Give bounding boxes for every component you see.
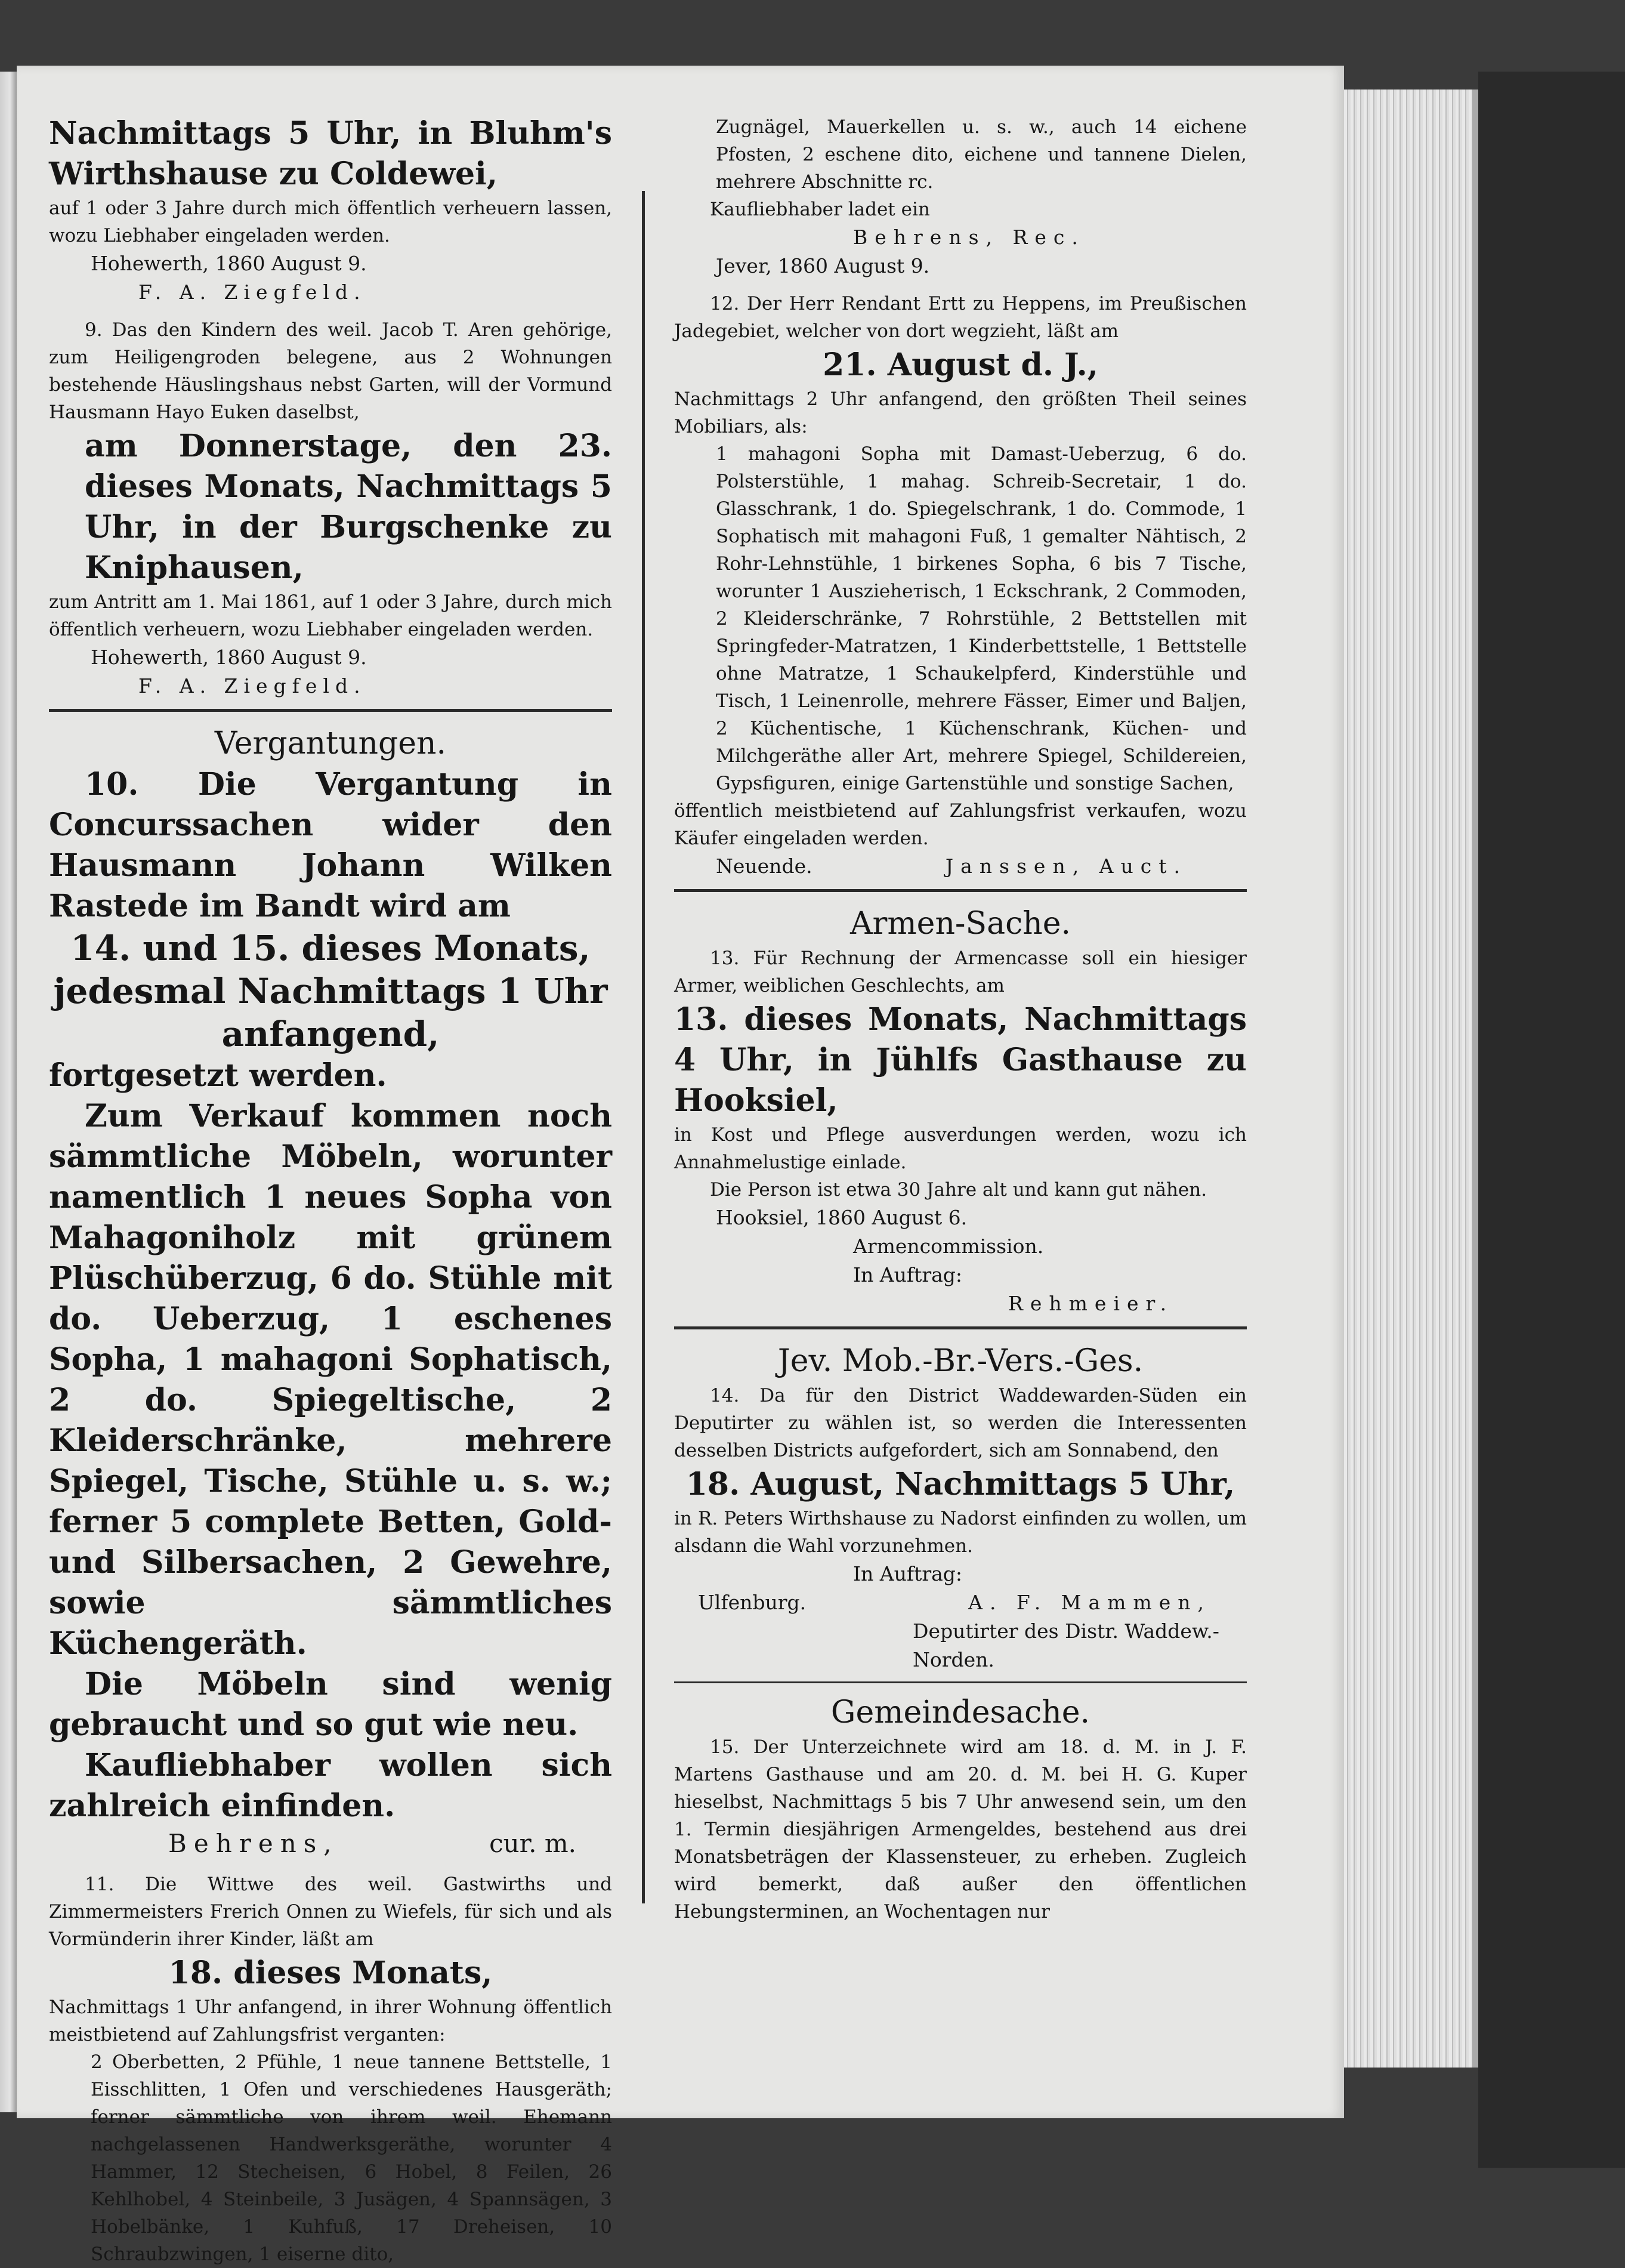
notice-10-items: Zum Verkauf kommen noch sämmtliche Möbeln, worunter namentlich 1 neues Sopha von Mahagoniholz mit grünem Plüschüberzug, 6 do. Stühle mit do. Ueberzug, 1 eschenes Sopha, 1 mahagoni Sophatisch, 2 do. Spiegeltische, 2 Kleiderschränke, mehrere Spiegel, Tische, Stühle u. s. w.; ferner 5 complete Betten, Gold- und Silbersachen, 2 Gewehre, sowie sämmtliches Küchengeräth.: [49, 1098, 612, 1662]
notice-12-date-line: 21. August d. J.,: [823, 347, 1098, 383]
notice-signature: F. A. Ziegfeld.: [138, 280, 366, 304]
column-divider: [642, 191, 645, 1903]
notice-10-date-line: 14. und 15. dieses Monats, jedesmal Nachmittags 1 Uhr anfangend,: [53, 928, 608, 1054]
notice-12-signature: Janssen, Auct.: [945, 854, 1187, 878]
section-heading-insurance: Jev. Mob.-Br.-Vers.-Ges.: [777, 1343, 1144, 1379]
notice-13-date: Hooksiel, 1860 August 6.: [716, 1206, 968, 1229]
notice-10-text: 10. Die Vergantung in Concurssachen wider den Hausmann Johann Wilken Rastede im Bandt wird am: [49, 766, 612, 924]
notice-10-invite: Kaufliebhaber wollen sich zahlreich einfinden.: [49, 1747, 612, 1824]
notice-14-date-line: 18. August, Nachmittags 5 Uhr,: [685, 1466, 1235, 1502]
notice-9-date: Hohewerth, 1860 August 9.: [91, 646, 367, 669]
notice-11-items: 2 Oberbetten, 2 Pfühle, 1 neue tannene Bettstelle, 1 Eisschlitten, 1 Ofen und verschiedenes Hausgeräth; ferner sämmtliche von ihrem weil. Ehemann nachgelassenen Handwerksgeräthe, worunter 4 Hammer, 12 Stecheisen, 6 Hobel, 8 Feilen, 26 Kehlhobel, 4 Steinbeile, 3 Jusägen, 4 Spannsägen, 3 Hobelbänke, 1 Kuhfuß, 17 Dreheisen, 10 Schraubzwingen, 1 eiserne dito,: [91, 2051, 612, 2265]
notice-14-title: Deputirter des Distr. Waddew.-Norden.: [913, 1619, 1219, 1671]
section-rule: [674, 1326, 1247, 1329]
section-heading-vergantungen: Vergantungen.: [214, 726, 447, 761]
notice-12-place: Neuende.: [716, 854, 812, 878]
section-rule: [49, 709, 612, 712]
notice-13-organisation: Armencommission.: [853, 1235, 1044, 1258]
notice-text: auf 1 oder 3 Jahre durch mich öffentlich verheuern lassen, wozu Liebhaber eingeladen werden.: [49, 198, 612, 246]
notice-11-invite: Kaufliebhaber ladet ein: [710, 199, 930, 220]
notice-14-text-2: in R. Peters Wirthshause zu Nadorst einfinden zu wollen, um alsdann die Wahl vorzunehmen.: [674, 1508, 1247, 1557]
left-column: [49, 113, 612, 2268]
facing-page-edge: [0, 72, 17, 2112]
notice-11-signature: Behrens, Rec.: [853, 226, 1085, 249]
notice-date: Hohewerth, 1860 August 9.: [91, 252, 367, 275]
notice-13-date-line: 13. dieses Monats, Nachmittags 4 Uhr, in Jühlfs Gasthause zu Hooksiel,: [674, 1001, 1247, 1119]
notice-10-text-2: fortgesetzt werden.: [49, 1057, 387, 1094]
notice-12-text-2: Nachmittags 2 Uhr anfangend, den größten Theil seines Mobiliars, als:: [674, 388, 1247, 437]
notice-10-signature: Behrens,: [168, 1829, 339, 1858]
section-rule: [674, 889, 1247, 892]
notice-13-text-2: in Kost und Pflege ausverdungen werden, wozu ich Annahmelustige einlade.: [674, 1124, 1247, 1173]
notice-13-text: 13. Für Rechnung der Armencasse soll ein hiesiger Armer, weiblichen Geschlechts, am: [674, 948, 1247, 996]
notice-12-text-3: öffentlich meistbietend auf Zahlungsfrist verkaufen, wozu Käufer eingeladen werden.: [674, 800, 1247, 849]
notice-11-date-line: 18. dieses Monats,: [168, 1955, 493, 1991]
book-page-edges: [1344, 90, 1478, 2068]
notice-9-text-2: zum Antritt am 1. Mai 1861, auf 1 oder 3 Jahre, durch mich öffentlich verheuern, wozu Liebhaber eingeladen werden.: [49, 591, 612, 640]
notice-14-authority: In Auftrag:: [853, 1562, 963, 1585]
notice-12-items: 1 mahagoni Sopha mit Damast-Ueberzug, 6 do. Polsterstühle, 1 mahag. Schreib-Secretair, 1 do. Glasschrank, 1 do. Spiegelschrank, 1 do. Commode, 1 Sophatisch mit mahagoni Fuß, 1 gemalter Nähtisch, 2 Rohr-Lehnstühle, 1 birkenes Sopha, 6 bis 7 Tische, worunter 1 Auszieheтisch, 1 Eckschrank, 2 Commoden, 2 Kleiderschränke, 7 Rohrstühle, 2 Bettstellen mit Springfeder-Matratzen, 1 Kinderbettstelle, 1 Bettstelle ohne Matratze, 1 Schaukelpferd, Kinderstühle und Tisch, 1 Leinenrolle, mehrere Fässer, Eimer und Baljen, 2 Küchentische, 1 Küchenschrank, Küchen- und Milchgeräthe aller Art, mehrere Spiegel, Schildereien, Gypsfiguren, einige Gartenstühle und sonstige Sachen,: [716, 443, 1247, 794]
notice-14-signature: A. F. Mammen,: [968, 1591, 1211, 1614]
right-column: [674, 113, 1247, 1926]
notice-12-text: 12. Der Herr Rendant Ertt zu Heppens, im Preußischen Jadegebiet, welcher von dort wegzieht, läßt am: [674, 293, 1247, 342]
notice-11-items-cont: Zugnägel, Mauerkellen u. s. w., auch 14 eichene Pfosten, 2 eschene dito, eichene und tannene Dielen, mehrere Abschnitte rc.: [716, 116, 1247, 193]
notice-13-authority: In Auftrag:: [853, 1263, 963, 1286]
section-heading-gemeindesache: Gemeindesache.: [830, 1695, 1090, 1730]
notice-9-date-line: am Donnerstage, den 23. dieses Monats, Nachmittags 5 Uhr, in der Burgschenke zu Kniphausen,: [85, 428, 612, 586]
notice-10-signature-title: cur. m.: [489, 1829, 576, 1858]
notice-9-text: 9. Das den Kindern des weil. Jacob T. Aren gehörige, zum Heiligengroden belegene, aus 2 Wohnungen bestehende Häuslingshaus nebst Garten, will der Vormund Hausmann Hayo Euken daselbst,: [49, 319, 612, 423]
notice-14-place: Ulfenburg.: [698, 1591, 807, 1614]
book-binding: [1478, 72, 1625, 2168]
notice-10-condition: Die Möbeln sind wenig gebraucht und so gut wie neu.: [49, 1666, 612, 1743]
notice-14-text: 14. Da für den District Waddewarden-Süden ein Deputirter zu wählen ist, so werden die Interessenten desselben Districts aufgefordert, sich am Sonnabend, den: [674, 1385, 1247, 1461]
notice-9-signature: F. A. Ziegfeld.: [138, 674, 366, 698]
notice-15-text: 15. Der Unterzeichnete wird am 18. d. M. in J. F. Martens Gasthause und am 20. d. M. bei H. G. Kuper hieselbst, Nachmittags 5 bis 7 Uhr anwesend sein, um den 1. Termin diesjährigen Armengeldes, bestehend aus drei Monatsbeträgen der Klassensteuer, zu erheben. Zugleich wird bemerkt, daß außer den öffentlichen Hebungsterminen, an Wochentagen nur: [674, 1736, 1247, 1923]
notice-11-text: 11. Die Wittwe des weil. Gastwirths und Zimmermeisters Frerich Onnen zu Wiefels, für sich und als Vormünderin ihrer Kinder, läßt am: [49, 1874, 612, 1950]
notice-11-date: Jever, 1860 August 9.: [716, 254, 930, 277]
notice-heading: Nachmittags 5 Uhr, in Bluhm's Wirthshause zu Coldewei,: [49, 115, 612, 192]
notice-11-text-2: Nachmittags 1 Uhr anfangend, in ihrer Wohnung öffentlich meistbietend auf Zahlungsfrist verganten:: [49, 1997, 612, 2045]
notice-13-signature: Rehmeier.: [1008, 1292, 1174, 1315]
notice-13-text-3: Die Person ist etwa 30 Jahre alt und kann gut nähen.: [710, 1179, 1207, 1201]
section-heading-armen-sache: Armen-Sache.: [849, 906, 1071, 942]
section-rule: [674, 1681, 1247, 1683]
